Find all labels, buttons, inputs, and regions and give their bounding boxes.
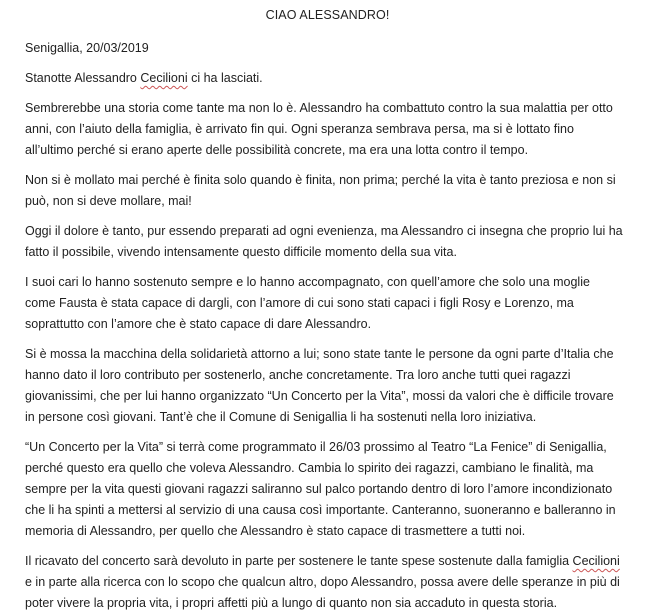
text-line: fatto il possibile, vivendo intensamente questo difficile momento della sua vita. bbox=[25, 245, 457, 259]
text-line: e in parte alla ricerca con lo scopo che qualcun altro, dopo Alessandro, possa avere delle speranze in più di bbox=[25, 575, 620, 589]
paragraph-opening bbox=[25, 68, 630, 89]
text-line: giovanissimi, che per lui hanno organizzato “Un Concerto per la Vita”, mossi da valori che è difficile trovare bbox=[25, 389, 614, 403]
text-line: che li ha spinti a mettersi al servizio di una causa così importante. Canteranno, suoneranno e balleranno in bbox=[25, 503, 616, 517]
paragraph-proceeds bbox=[25, 551, 630, 614]
paragraph-concert bbox=[25, 437, 630, 542]
text-line: Non si è mollato mai perché è finita solo quando è finita, non prima; perché la vita è tanto preziosa e non si bbox=[25, 173, 616, 187]
text-line: all’ultimo perché si erano aperte delle possibilità concrete, ma era una lotta contro il tempo. bbox=[25, 143, 529, 157]
text-line: Si è mossa la macchina della solidarietà attorno a lui; sono state tante le persone da ogni parte d’Italia che bbox=[25, 347, 614, 361]
paragraph-family bbox=[25, 272, 630, 335]
misspelled-word: Cecilioni bbox=[140, 71, 188, 85]
document-title: CIAO ALESSANDRO! bbox=[265, 8, 390, 22]
text-line: Oggi il dolore è tanto, pur essendo preparati ad ogni evenienza, ma Alessandro ci insegna che proprio lui ha bbox=[25, 224, 623, 238]
text-line: perché questo era quello che voleva Alessandro. Cambia lo spirito dei ragazzi, cambiano le finalità, ma bbox=[25, 461, 594, 475]
text-line: poter vivere la propria vita, i propri affetti più a lungo di quanto non sia accaduto in questa storia. bbox=[25, 596, 558, 610]
text-line: memoria di Alessandro, per quello che Alessandro è stato capace di trasmettere a tutti noi. bbox=[25, 524, 526, 538]
dateline: Senigallia, 20/03/2019 bbox=[25, 41, 149, 55]
paragraph-grief bbox=[25, 221, 630, 263]
text-line: I suoi cari lo hanno sostenuto sempre e lo hanno accompagnato, con quell’amore che solo una moglie bbox=[25, 275, 590, 289]
text-line: soprattutto con l’amore che è stato capace di dare Alessandro. bbox=[25, 317, 372, 331]
text-line: Il ricavato del concerto sarà devoluto in parte per sostenere le tante spese sostenute dalla famiglia Cecilioni bbox=[25, 554, 620, 568]
text-line: anni, con l’aiuto della famiglia, è arrivato fin qui. Ogni speranza sembrava persa, ma si è lottato fino bbox=[25, 122, 574, 136]
text-line: Sembrerebbe una storia come tante ma non lo è. Alessandro ha combattuto contro la sua malattia per otto bbox=[25, 101, 613, 115]
text-line: Stanotte Alessandro Cecilioni ci ha lasciati. bbox=[25, 71, 263, 85]
text-line: sempre per la vita questi giovani ragazzi saliranno sul palco portando dentro di loro l’amore incondizionato bbox=[25, 482, 613, 496]
text-line: hanno dato il loro contributo per sostenerlo, anche concretamente. Tra loro anche tutti quei ragazzi bbox=[25, 368, 571, 382]
text-line: in persone così giovani. Tant’è che il Comune di Senigallia li ha sostenuti nella loro iniziativa. bbox=[25, 410, 537, 424]
misspelled-word: Cecilioni bbox=[572, 554, 620, 568]
paragraph-solidarity bbox=[25, 344, 630, 428]
text-line: “Un Concerto per la Vita” si terrà come programmato il 26/03 prossimo al Teatro “La Fenice” di Senigallia, bbox=[25, 440, 607, 454]
text-line: può, non si deve mollare, mai! bbox=[25, 194, 192, 208]
text-line: come Fausta è stata capace di dargli, con l’amore di cui sono stati capaci i figli Rosy e Lorenzo, ma bbox=[25, 296, 574, 310]
paragraph-never-quit bbox=[25, 170, 630, 212]
paragraph-story bbox=[25, 98, 630, 161]
